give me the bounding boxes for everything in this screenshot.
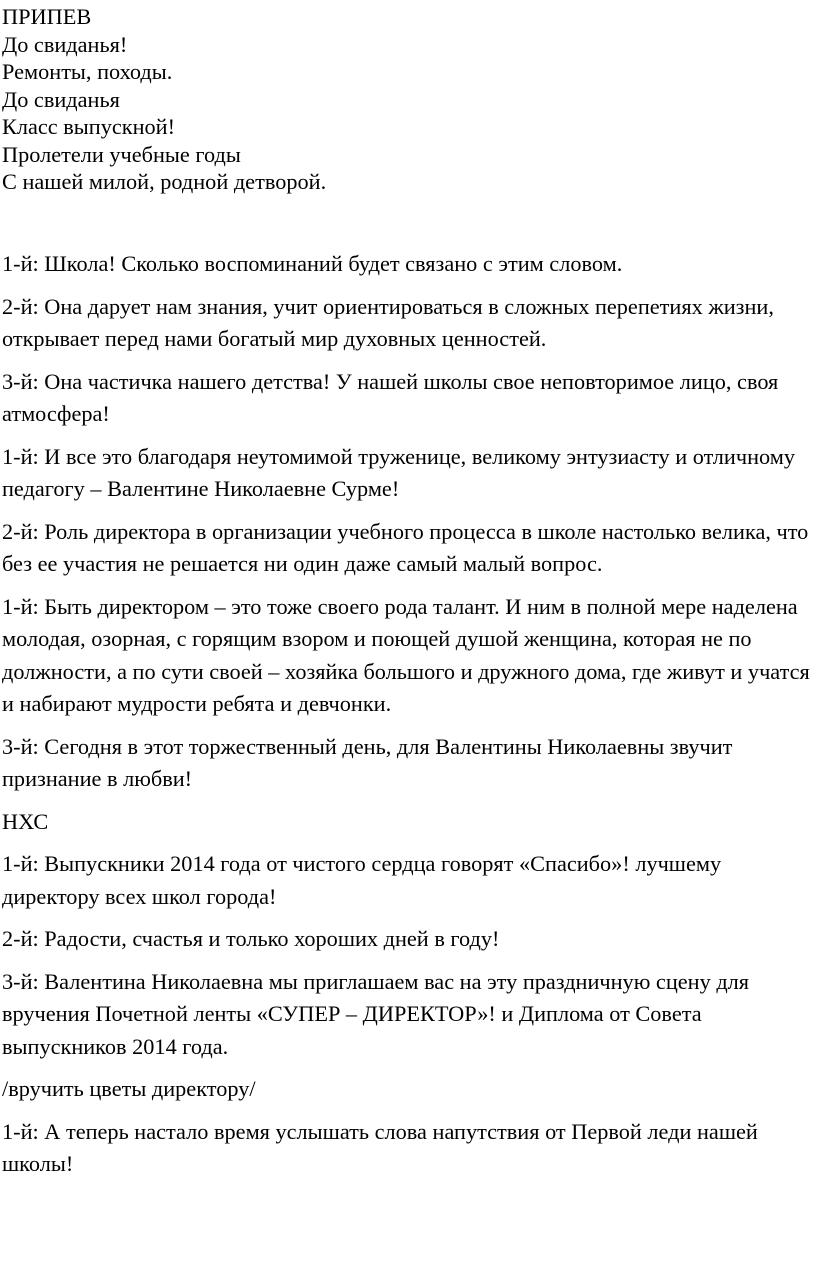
- paragraph: 2-й: Она дарует нам знания, учит ориентироваться в сложных перепетиях жизни, открывает перед нами богатый мир духовных ценностей.: [2, 293, 774, 351]
- chorus-line: Пролетели учебные годы: [2, 141, 241, 167]
- paragraph: 3-й: Валентина Николаевна мы приглашаем вас на эту праздничную сцену для вручения Почетной ленты «СУПЕР – ДИРЕКТОР»! и Диплома от Совета выпускников 2014 года.: [2, 968, 750, 1059]
- paragraph: 1-й: И все это благодаря неутомимой труженице, великому энтузиасту и отличному педагогу – Валентине Николаевне Сурме!: [2, 443, 795, 501]
- paragraph: 1-й: А теперь настало время услышать слова напутствия от Первой леди нашей школы!: [2, 1118, 758, 1176]
- paragraph: 1-й: Быть директором – это тоже своего рода талант. И ним в полной мере наделена молодая, озорная, с горящим взором и поющей душой женщина, которая не по должности, а по сути своей – хозяйка большого и дружного дома, где живут и учатся и набирают мудрости ребята и девчонки.: [2, 593, 810, 716]
- chorus-line: До свиданья: [2, 86, 120, 112]
- chorus-block: [2, 3, 812, 196]
- paragraph: 2-й: Радости, счастья и только хороших дней в году!: [2, 926, 500, 951]
- paragraph: 3-й: Сегодня в этот торжественный день, для Валентины Николаевны звучит признание в любви!: [2, 733, 733, 791]
- chorus-line: Класс выпускной!: [2, 114, 176, 139]
- paragraph: 1-й: Выпускники 2014 года от чистого сердца говорят «Спасибо»! лучшему директору всех школ города!: [2, 851, 722, 909]
- paragraph: 1-й: Школа! Сколько воспоминаний будет связано с этим словом.: [2, 251, 623, 276]
- chorus-title: ПРИПЕВ: [2, 4, 92, 29]
- chorus-line: Ремонты, походы.: [2, 59, 173, 84]
- chorus-line: До свиданья!: [2, 31, 128, 57]
- paragraph: 3-й: Она частичка нашего детства! У нашей школы свое неповторимое лицо, своя атмосфера!: [2, 368, 779, 426]
- paragraph: 2-й: Роль директора в организации учебного процесса в школе настолько велика, что без ее участия не решается ни один даже самый малый вопрос.: [2, 518, 809, 576]
- paragraph: НХС: [2, 808, 49, 834]
- script-body: [2, 248, 812, 1191]
- chorus-line: С нашей милой, родной детворой.: [2, 169, 327, 194]
- paragraph: /вручить цветы директору/: [2, 1076, 256, 1101]
